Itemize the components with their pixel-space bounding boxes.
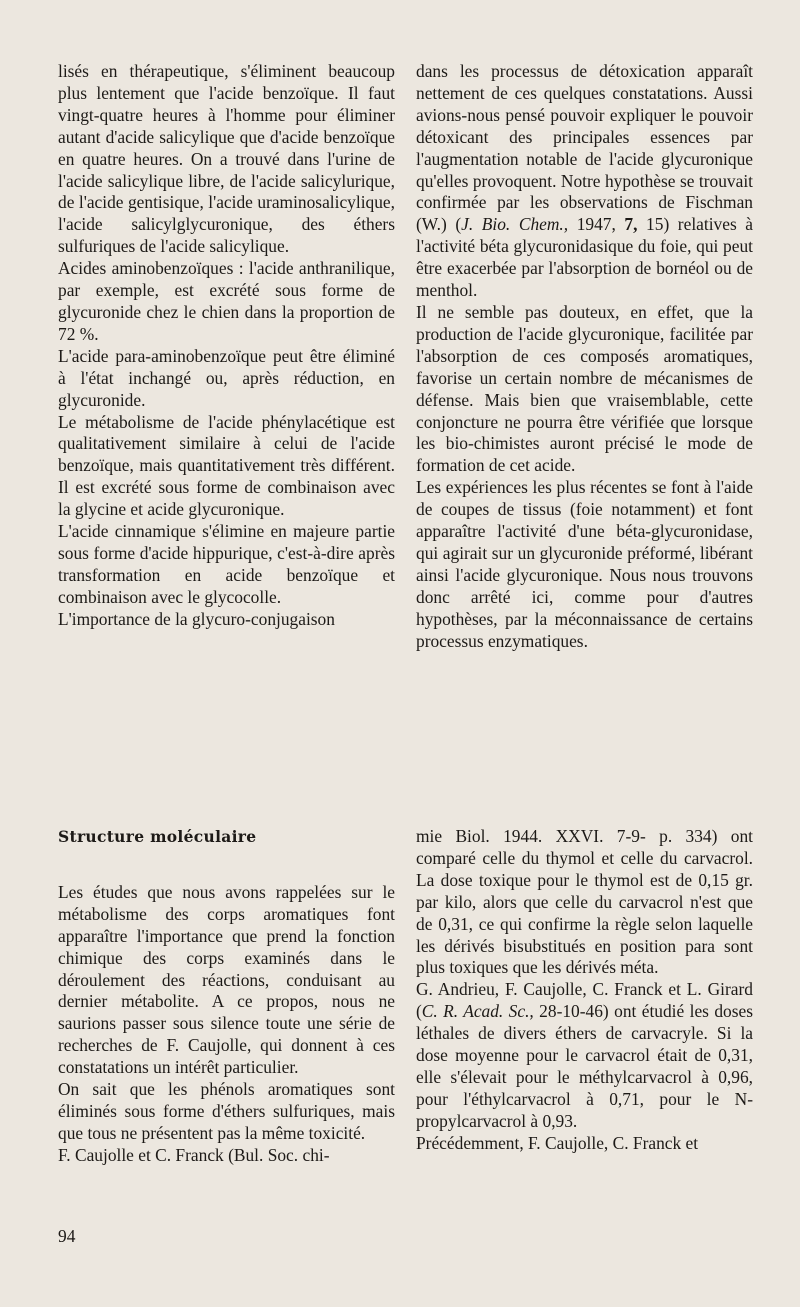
journal-citation: C. R. Acad. Sc.,	[421, 1001, 534, 1022]
paragraph-salicylic-elimination: lisés en thérapeutique, s'éliminent beaucoup plus lentement que l'acide benzoïque. Il faut vingt-quatre heures à l'homme pour éliminer autant d'acide salicylique que d'acide benzoïque en quatre heures. On a trouvé dans l'urine de l'acide salicylique libre, de l'acide salicylurique, de l'acide gentisique, l'acide uraminosalicylique, l'acide salicylglycuronique, des éthers sulfuriques de l'acide salicylique.	[58, 61, 395, 257]
citation-year: 1947,	[568, 214, 625, 235]
text-segment: dans les processus de détoxication apparaît nettement de ces quelques constatations. Aussi avions-nous pensé pouvoir expliquer le pouvoir détoxicant des principales essences par l'augmentation notable de l'acide glycuronique qu'elles provoquent. Notre hypothèse se trouvait confirmée par les observations de Fischman (W.) (	[416, 61, 753, 235]
text-segment: 15) relatives à l'activité béta glycuronidasique du foie, qui peut être exacerbée par l'absorption de bornéol ou de menthol.	[416, 214, 754, 301]
text-segment: 28-10-46) ont étudié les doses léthales de divers éthers de carvacryle. Si la dose moyenne pour le carvacrol était de 0,31, elle s'élevait pour le méthylcarvacrol à 0,96, pour l'éthylcarvacrol à 0,71, pour le N-propylcarvacrol à 0,93.	[416, 1001, 753, 1131]
section-heading: Structure moléculaire	[58, 827, 257, 846]
page-number: 94	[58, 1226, 76, 1246]
paragraph-carvacryl-ethers	[416, 979, 753, 1132]
paragraph-detoxication-hypothesis	[416, 61, 753, 302]
citation-volume: 7,	[624, 214, 638, 235]
paragraph-molecular-structure: Les études que nous avons rappelées sur le métabolisme des corps aromatiques font apparaître l'importance que prend la fonction chimique des corps examinés dans le déroulement des réactions, conduisant au dernier métabolite. A ce propos, nous ne saurions passer sous silence toute une série de recherches de F. Caujolle, qui donnent à ces constatations un intérêt particulier.	[58, 881, 395, 1078]
paragraph-para-aminobenzoic: L'acide para-aminobenzoïque peut être éliminé à l'état inchangé ou, après réduction, en glycuronide.	[58, 345, 395, 410]
bottom-right-column	[416, 826, 753, 1155]
paragraph-phenol-elimination: On sait que les phénols aromatiques sont éliminés sous forme d'éthers sulfuriques, mais que tous ne présentent pas la même toxicité.	[58, 1079, 395, 1143]
top-left-column	[58, 61, 395, 631]
top-right-column	[416, 61, 753, 652]
paragraph-recent-experiments: Les expériences les plus récentes se font à l'aide de coupes de tissus (foie notamment) et font apparaître l'activité d'une béta-glycuronidase, qui agirait sur un glycuronide préformé, libérant ainsi l'acide glycuronique. Nous nous trouvons donc arrêté ici, comme pour d'autres hypothèses, par la méconnaissance de certains processus enzymatiques.	[416, 477, 753, 651]
paragraph-defense-mechanisms: Il ne semble pas douteux, en effet, que la production de l'acide glycuronique, facilitée par l'absorption de ces composés aromatiques, favorise un certain nombre de mécanismes de défense. Mais bien que vraisemblable, cette conjoncture ne pourra être vérifiée que lorsque les bio-chimistes auront précisé le mode de formation de cet acide.	[416, 301, 753, 476]
bottom-left-column	[58, 826, 395, 1167]
text-segment: G. Andrieu, F. Caujolle, C. Franck et L. Girard (	[416, 979, 753, 1022]
paragraph-previously: Précédemment, F. Caujolle, C. Franck et	[416, 1132, 699, 1153]
paragraph-cinnamic-acid: L'acide cinnamique s'élimine en majeure partie sous forme d'acide hippurique, c'est-à-dire après transformation en acide benzoïque et combinaison avec le glycocolle.	[58, 521, 395, 607]
paragraph-thymol-carvacrol: mie Biol. 1944. XXVI. 7-9- p. 334) ont comparé celle du thymol et celle du carvacrol. La dose toxique pour le thymol est de 0,15 gr. par kilo, alors que celle du carvacrol n'est que de 0,31, ce qui confirme la règle selon laquelle les dérivés bisubstitués en position para sont plus toxiques que les dérivés méta.	[416, 826, 753, 978]
paragraph-glycuro-conjugation: L'importance de la glycuro-conjugaison	[58, 608, 335, 629]
journal-citation: J. Bio. Chem.,	[461, 214, 569, 235]
paragraph-caujolle-franck: F. Caujolle et C. Franck (Bul. Soc. chi-	[58, 1144, 330, 1165]
paragraph-phenylacetic-metabolism: Le métabolisme de l'acide phénylacétique est qualitativement similaire à celui de l'acide benzoïque, mais quantitativement très différent. Il est excrété sous forme de combinaison avec la glycine et acide glycuronique.	[58, 411, 395, 520]
paragraph-aminobenzoic-acids: Acides aminobenzoïques : l'acide anthranilique, par exemple, est excrété sous forme de glycuronide chez le chien dans la proportion de 72 %.	[58, 258, 395, 344]
